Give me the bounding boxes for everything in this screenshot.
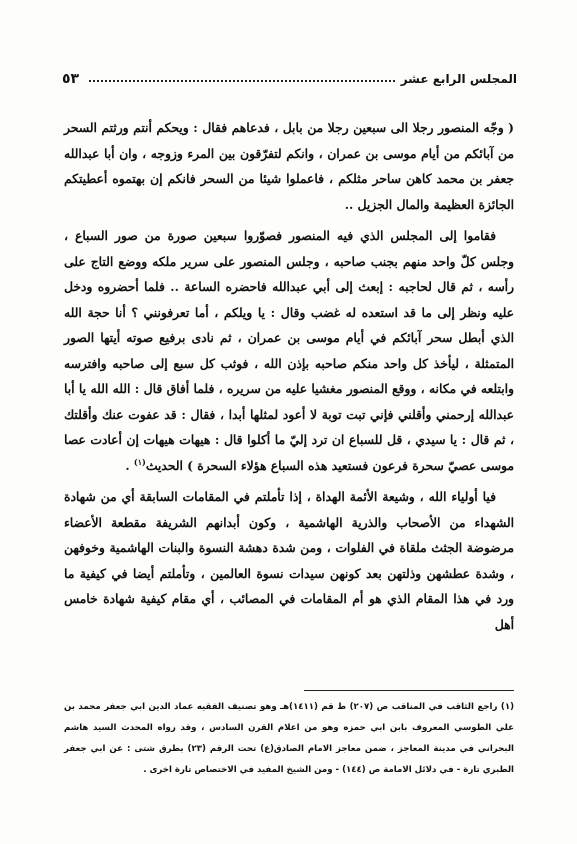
paragraph-3: فيا أولياء الله ، وشيعة الأئمة الهداة ، إذا تأملتم في المقامات السابقة أي من شهادة الشهداء من الأصحاب والذرية الهاشمية ، وكون أبدانهم الشريفة مقطعة الأعضاء مرضوضة الجثث ملقاة في الفلوات ، ومن شدة دهشة النسوة والبنات الهاشمية وخوفهن ، وشدة عطشهن وذلتهن بعد كونهن سيدات نسوة العالمين ، وتأملتم أيضا في كيفية ما ورد في هذا المقام الذي هو أم المقامات في المصائب ، أي مقام كيفية شهادة خامس أهل: [64, 489, 514, 632]
running-title: المجلس الرابع عشر: [400, 72, 517, 86]
page-number: ٥٣: [62, 71, 80, 87]
footnotes: [64, 697, 514, 781]
paragraph-2-text: فقاموا إلى المجلس الذي فيه المنصور فصوّروا سبعين صورة من صور السباع ، وجلس كلّ واحد منهم بجنب صاحبه ، وجلس المنصور على سرير ملكه ووضع التاج على رأسه ، ثم قال لحاجبه : إبعث إلى أبي عبدالله فاحضره الساعة .. فلما أحضروه ودخل عليه ونظر إلى ما قد استعده له غضب وقال : يا ويلكم ، أما تعرفونني ؟ أنا حجة الله الذي أبطل سحر آبائكم في أيام موسى بن عمران ، ثم نادى برفيع صوته أيتها الصور المتمثلة ، ليأخذ كل واحد منكم صاحبه بإذن الله ، فوثب كل سبع إلى صاحبه وافترسه وابتلعه في مكانه ، ووقع المنصور مغشيا عليه من سريره ، فلما أفاق قال : الله الله يا أبا عبدالله إرحمني وأقلني فإني تبت توبة لا أعود لمثلها أبدا ، فقال : قد عفوت عنك وأقلتك ، ثم قال : يا سيدي ، قل للسباع ان ترد إليّ ما أكلوا قال : هيهات هيهات إن أعادت عصا موسى عصيّ سحرة فرعون فستعيد هذه السباع هؤلاء السحرة ) الحديث: [64, 228, 514, 473]
main-text: [64, 115, 514, 643]
paragraph-1: ( وجّه المنصور رجلا الى سبعين رجلا من بابل ، فدعاهم فقال : ويحكم أنتم ورثتم السحر من آبائكم من أيام موسى بن عمران ، وانكم لتفرّقون بين المرء وزوجه ، وان أبا عبدالله جعفر بن محمد كاهن ساحر مثلكم ، فاعملوا شيئا من السحر فانكم إن بهتموه أعطيتكم الجائزة العظيمة والمال الجزيل ..: [64, 120, 514, 212]
page-header: [62, 68, 517, 90]
footnote-marker: (١): [133, 456, 146, 467]
header-dotted-leader: [89, 80, 395, 82]
paragraph-2-tail: .: [125, 457, 134, 473]
footnote-divider: [304, 690, 514, 691]
paragraph-2: [64, 223, 514, 478]
footnote-1: (١) راجع الثاقب في المناقب ص (٢٠٧) ط قم (١٤١١)هـ وهو تصنيف الفقيه عماد الدين ابي جعفر محمد بن علي الطوسي المعروف بابن ابي حمزه وهو من اعلام القرن السادس ، وقد رواه المحدث السيد هاشم البحراني في مدينة المعاجز ، ضمن معاجز الامام الصادق(ع) تحت الرقم (٢٣) بطرق شتى : عن ابي جعفر الطبري تارة - في دلائل الامامة ص (١٤٤) - ومن الشيخ المفيد في الاختصاص تارة اخرى .: [64, 702, 514, 775]
